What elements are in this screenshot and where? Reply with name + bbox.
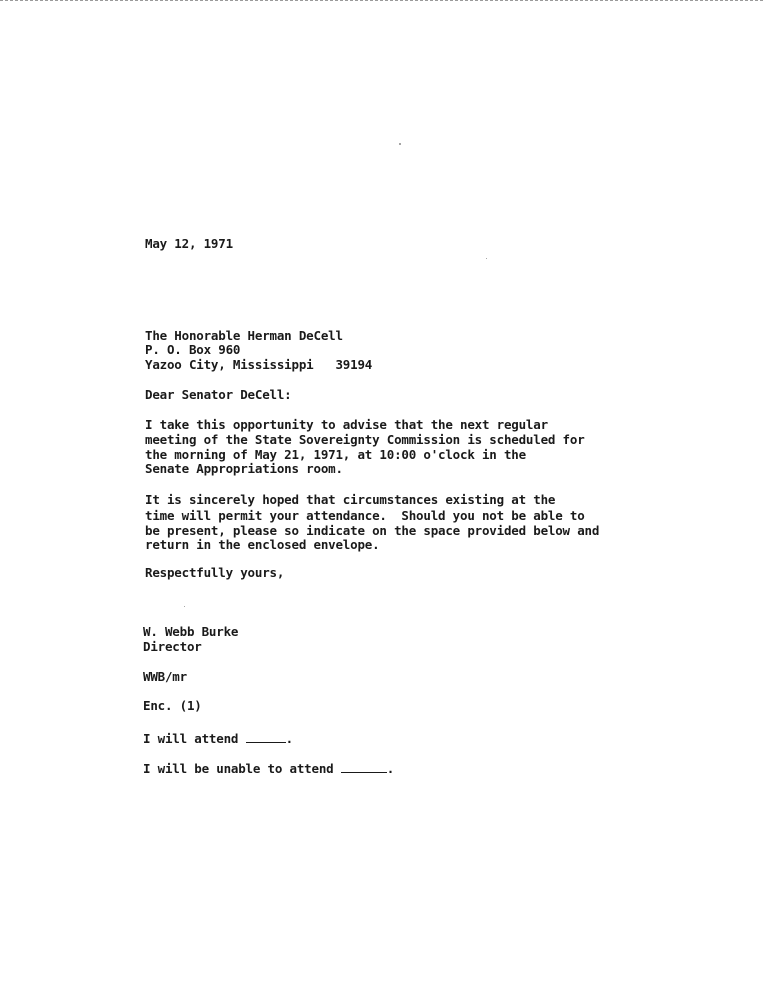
paragraph1-line: meeting of the State Sovereignty Commission is scheduled for <box>145 432 585 447</box>
unable-response[interactable] <box>143 760 394 776</box>
paragraph1-line: Senate Appropriations room. <box>145 461 343 476</box>
page-top-border <box>0 0 763 1</box>
paper-speck <box>486 258 487 259</box>
attend-response[interactable] <box>143 730 293 746</box>
recipient-address: P. O. Box 960 <box>145 342 241 357</box>
recipient-city: Yazoo City, Mississippi 39194 <box>145 357 373 372</box>
reference-initials: WWB/mr <box>143 669 187 684</box>
unable-blank[interactable] <box>341 760 387 773</box>
paragraph1-line: I take this opportunity to advise that the next regular <box>145 417 548 432</box>
paragraph2-line: be present, please so indicate on the space provided below and <box>145 523 600 538</box>
salutation: Dear Senator DeCell: <box>145 387 292 402</box>
recipient-name: The Honorable Herman DeCell <box>145 328 343 343</box>
paragraph2-line: return in the enclosed envelope. <box>145 537 380 552</box>
paragraph2-line: time will permit your attendance. Should you not be able to <box>145 508 585 523</box>
attend-period: . <box>285 731 293 746</box>
paper-speck <box>399 143 401 145</box>
unable-period: . <box>386 761 395 776</box>
complimentary-closing: Respectfully yours, <box>145 565 285 580</box>
unable-label: I will be unable to attend <box>143 761 334 776</box>
paragraph2-line: It is sincerely hoped that circumstances existing at the <box>145 492 556 507</box>
attend-blank[interactable] <box>246 730 286 743</box>
signer-name: W. Webb Burke <box>143 624 239 639</box>
paper-speck <box>184 606 185 607</box>
signer-title: Director <box>143 639 202 654</box>
letter-date: May 12, 1971 <box>145 236 233 251</box>
attend-label: I will attend <box>143 731 239 746</box>
enclosure-note: Enc. (1) <box>143 698 202 713</box>
paragraph1-line: the morning of May 21, 1971, at 10:00 o'clock in the <box>145 447 526 462</box>
